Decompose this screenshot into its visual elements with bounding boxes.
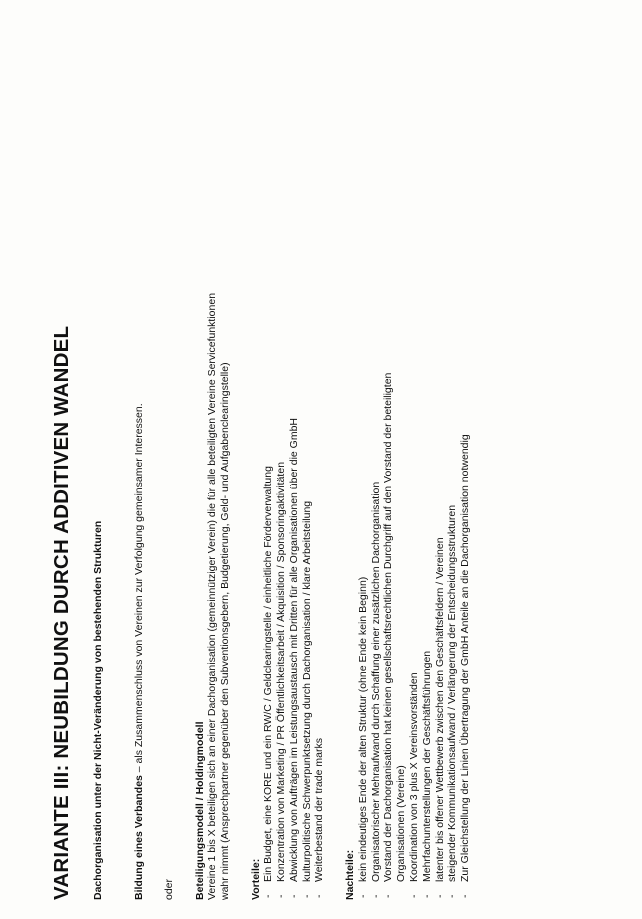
list-item-text: Mehrfachunterstellungen der Geschäftsführungen	[420, 650, 433, 882]
nachteile-item	[357, 20, 370, 900]
nachteile-item	[446, 20, 459, 900]
vorteile-item	[275, 20, 288, 900]
bullet-dash: -	[382, 894, 395, 898]
nachteile-item	[459, 20, 472, 900]
bullet-dash: -	[274, 894, 287, 898]
list-item-text: latenter bis offener Wettbewerb zwischen den Geschäftsfeldern / Vereinen	[433, 537, 446, 882]
vorteile-heading: Vorteile:	[249, 858, 262, 900]
page-title: VARIANTE III: NEUBILDUNG DURCH ADDITIVEN WANDEL	[50, 325, 73, 900]
bullet-dash: -	[433, 894, 446, 898]
list-item-text: Vorstand der Dachorganisation hat keinen gesellschaftsrechtlichen Durchgriff auf den Vorstand der beteiligten	[382, 372, 395, 882]
bullet-dash: -	[356, 894, 369, 898]
rotated-content	[50, 20, 610, 900]
verband-paragraph	[133, 20, 146, 900]
list-item-text: Organisationen (Vereine)	[395, 765, 408, 882]
bullet-dash: -	[262, 894, 275, 898]
nachteile-heading: Nachteile:	[344, 849, 357, 900]
list-item-text: Zur Gleichstellung der Linien Übertragung der GmbH Anteile an die Dachorganisation notwendig	[459, 434, 472, 882]
bullet-dash: -	[300, 894, 313, 898]
nachteile-item	[382, 20, 408, 900]
oder-text: oder	[163, 878, 176, 900]
list-item-text: steigender Kommunikationsaufwand / Verlängerung der Entscheidungsstrukturen	[446, 504, 459, 882]
nachteile-item	[434, 20, 447, 900]
nachteile-list	[357, 20, 472, 900]
list-item-text: Ein Budget, eine KORE und ein RW/C / Geldclearingstelle / einheitliche Förderverwaltung	[262, 466, 275, 882]
list-item-text: Konzentration von Marketing / PR Öffentlichkeitsarbeit / Akquisition / Sponsoringaktivitäten	[274, 461, 287, 882]
model-heading: Beteiligungsmodell / Holdingmodell	[193, 721, 206, 900]
vorteile-item	[262, 20, 275, 900]
verband-rest: – als Zusammenschluss von Vereinen zur Verfolgung gemeinsamer Interessen.	[132, 403, 145, 776]
list-item-text: kein eindeutiges Ende der alten Struktur (ohne Ende kein Beginn)	[356, 576, 369, 882]
bullet-dash: -	[287, 894, 300, 898]
vorteile-item	[288, 20, 301, 900]
bullet-dash: -	[420, 894, 433, 898]
subtitle: Dachorganisation unter der Nicht-Veränderung von bestehenden Strukturen	[92, 520, 104, 900]
nachteile-item	[421, 20, 434, 900]
bullet-dash: -	[313, 894, 326, 898]
vorteile-item	[313, 20, 326, 900]
bullet-dash: -	[446, 894, 459, 898]
vorteile-item	[301, 20, 314, 900]
model-text-line: Vereine 1 bis X beteiligen sich an einer Dachorganisation (gemeinnütziger Verein) die für alle beteiligten Vereine Servicefunktionen	[206, 292, 219, 900]
model-text-line: wahr nimmt (Ansprechpartner gegenüber den Subventionsgebern, Budgetierung, Geld- und Aufgabenclearingstelle)	[218, 362, 231, 900]
list-item-text: Weiterbestand der trade marks	[313, 738, 326, 882]
verband-bold: Bildung eines Verbandes	[132, 775, 145, 900]
bullet-dash: -	[459, 894, 472, 898]
nachteile-item	[370, 20, 383, 900]
list-item-text: Koordination von 3 plus X Vereinsvorständen	[407, 672, 420, 882]
bullet-dash: -	[369, 894, 382, 898]
list-item-text: Organisatorischer Mehraufwand durch Schaffung einer zusätzlichen Dachorganisation	[369, 481, 382, 882]
vorteile-list	[262, 20, 326, 900]
nachteile-item	[408, 20, 421, 900]
list-item-text: Abwicklung von Aufträgen im Leistungsaustausch mit Dritten für alle Organisationen über die GmbH	[287, 418, 300, 882]
list-item-text: kulturpolitische Schwerpunktsetzung durch Dachorganisation / klare Arbeitsteilung	[300, 500, 313, 882]
bullet-dash: -	[407, 894, 420, 898]
